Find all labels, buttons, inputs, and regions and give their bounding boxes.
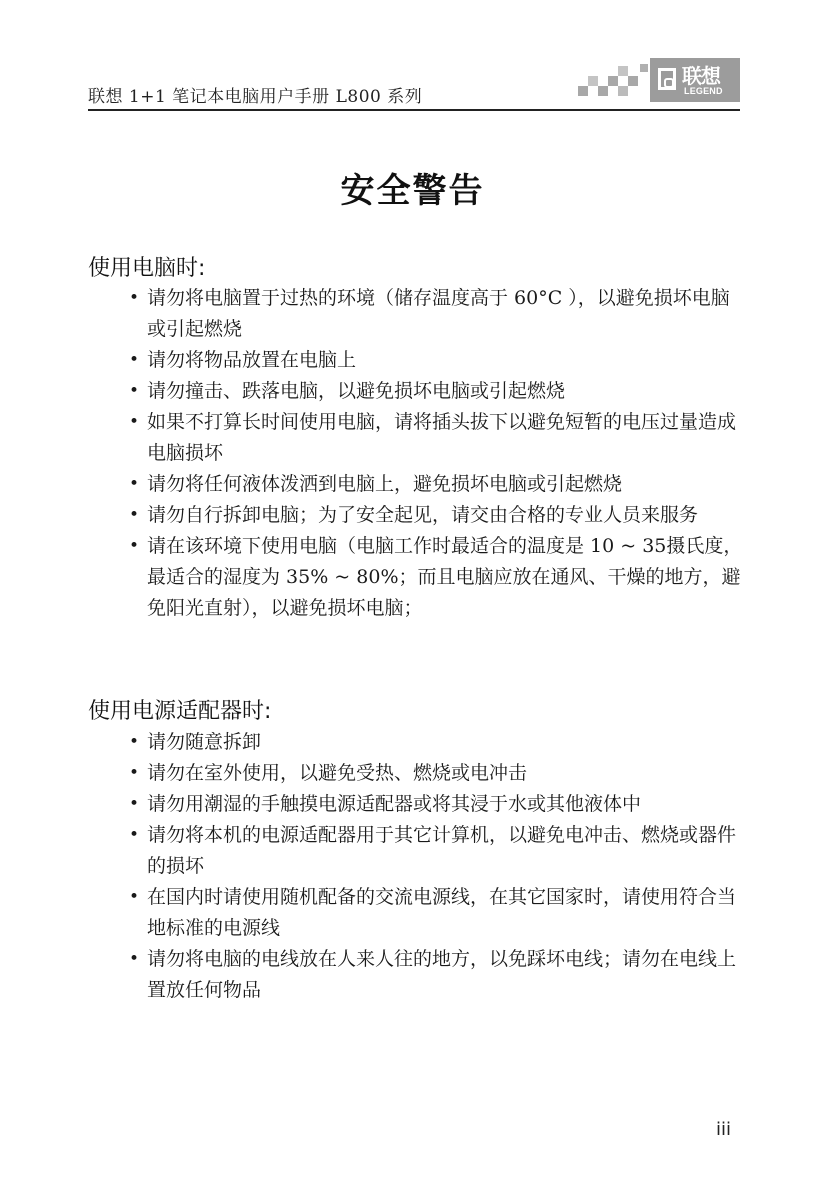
list-item: • 请在该环境下使用电脑（电脑工作时最适合的温度是 10 ~ 35摄氏度，最适合的湿度为 35% ~ 80%；而且电脑应放在通风、干燥的地方，避免阳光直射），以避免损坏电脑； xyxy=(128,531,748,624)
bullet-icon: • xyxy=(129,949,140,969)
list-item: • 请勿将本机的电源适配器用于其它计算机，以避免电冲击、燃烧或器件的损坏 xyxy=(128,820,748,882)
page-title: 安全警告 xyxy=(340,171,485,211)
bullet-icon: • xyxy=(129,288,140,308)
bullet-icon: • xyxy=(129,381,140,401)
bullet-icon: • xyxy=(129,536,140,556)
legend-logo-icon xyxy=(578,58,740,102)
list-item: • 请勿用潮湿的手触摸电源适配器或将其浸于水或其他液体中 xyxy=(128,789,748,820)
bullet-icon: • xyxy=(129,505,140,525)
logo-text-cn: 联想 xyxy=(682,64,720,88)
header-divider xyxy=(88,109,740,111)
bullet-icon: • xyxy=(129,412,140,432)
list-item: • 请勿将物品放置在电脑上 xyxy=(128,345,748,376)
list-item: • 请勿自行拆卸电脑；为了安全起见，请交由合格的专业人员来服务 xyxy=(128,500,748,531)
computer-warnings-list xyxy=(128,283,748,624)
list-item: • 请勿随意拆卸 xyxy=(128,727,748,758)
list-item: • 请勿在室外使用，以避免受热、燃烧或电冲击 xyxy=(128,758,748,789)
list-item: • 请勿将电脑置于过热的环境（储存温度高于 60°C ），以避免损坏电脑或引起燃烧 xyxy=(128,283,748,345)
section-heading-adapter: 使用电源适配器时: xyxy=(88,699,272,724)
running-title: 联想 1+1 笔记本电脑用户手册 L800 系列 xyxy=(88,87,423,107)
list-item: • 在国内时请使用随机配备的交流电源线，在其它国家时，请使用符合当地标准的电源线 xyxy=(128,882,748,944)
legend-mark-icon xyxy=(658,68,676,90)
list-item: • 请勿将任何液体泼洒到电脑上，避免损坏电脑或引起燃烧 xyxy=(128,469,748,500)
section-heading-computer: 使用电脑时: xyxy=(88,256,206,281)
page-number: iii xyxy=(716,1119,732,1140)
list-item: • 请勿撞击、跌落电脑，以避免损坏电脑或引起燃烧 xyxy=(128,376,748,407)
bullet-icon: • xyxy=(129,732,140,752)
bullet-icon: • xyxy=(129,763,140,783)
bullet-icon: • xyxy=(129,887,140,907)
bullet-icon: • xyxy=(129,825,140,845)
list-item: • 如果不打算长时间使用电脑，请将插头拔下以避免短暂的电压过量造成电脑损坏 xyxy=(128,407,748,469)
page-header xyxy=(88,58,740,110)
bullet-icon: • xyxy=(129,794,140,814)
bullet-icon: • xyxy=(129,474,140,494)
logo-text-en: LEGEND xyxy=(684,86,723,96)
list-item: • 请勿将电脑的电线放在人来人往的地方，以免踩坏电线；请勿在电线上置放任何物品 xyxy=(128,944,748,1006)
bullet-icon: • xyxy=(129,350,140,370)
adapter-warnings-list xyxy=(128,727,748,1006)
